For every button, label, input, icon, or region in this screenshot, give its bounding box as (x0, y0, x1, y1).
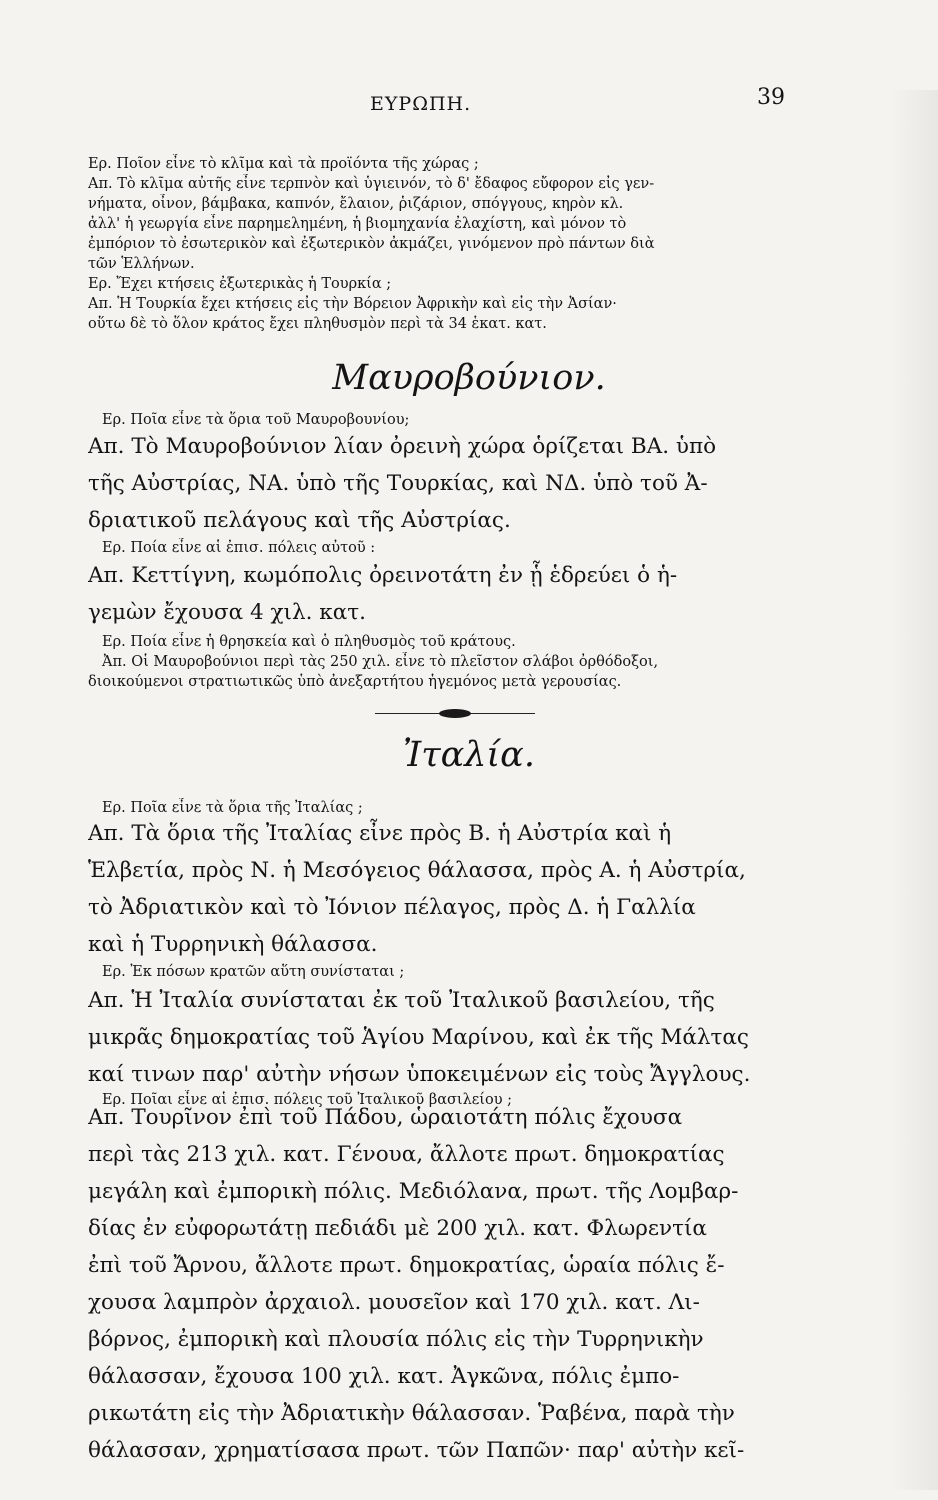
italy-a2 (88, 982, 848, 1093)
answer-line: τῆς Αὐστρίας, ΝΑ. ὑπὸ τῆς Τουρκίας, καὶ ΝΔ. ὑπὸ τοῦ Ἀ- (88, 471, 708, 496)
question-line: Ερ. Ποῖα εἶνε τὰ ὅρια τοῦ Μαυροβουνίου; (102, 412, 410, 428)
answer-line: Απ. Τὸ Μαυροβούνιον λίαν ὀρεινὴ χώρα ὁρίζεται ΒΑ. ὑπὸ (88, 434, 717, 459)
answer-line: περὶ τὰς 213 χιλ. κατ. Γένουα, ἄλλοτε πρωτ. δημοκρατίας (88, 1142, 725, 1167)
question-line: Ερ. Ἔχει κτήσεις ἐξωτερικὰς ἡ Τουρκία ; (88, 276, 392, 292)
page-header (0, 85, 938, 123)
italy-q2 (88, 962, 848, 982)
answer-line: δίας ἐν εὐφορωτάτῃ πεδιάδι μὲ 200 χιλ. κατ. Φλωρεντία (88, 1216, 707, 1241)
answer-line: Απ. Κεττίγνη, κωμόπολις ὀρεινοτάτη ἐν ᾗ ἑδρεύει ὁ ἡ- (88, 563, 678, 588)
answer-line: Ἀπ. Οἱ Μαυροβούνιοι περὶ τὰς 250 χιλ. εἶνε τὸ πλεῖστον σλάβοι ὀρθόδοξοι, (102, 654, 659, 670)
answer-line: ἀλλ' ἡ γεωργία εἶνε παρημελημένη, ἡ βιομηχανία ἐλαχίστη, καὶ μόνον τὸ (88, 216, 627, 232)
montenegro-q2 (88, 538, 848, 558)
answer-line: δριατικοῦ πελάγους καὶ τῆς Αὐστρίας. (88, 508, 511, 533)
running-title: ΕΥΡΩΠΗ. (370, 93, 472, 115)
answer-line: Απ. Ἡ Τουρκία ἔχει κτήσεις εἰς τὴν Βόρειον Ἀφρικὴν καὶ εἰς τὴν Ἀσίαν· (88, 296, 617, 312)
answer-line: γεμὼν ἔχουσα 4 χιλ. κατ. (88, 600, 366, 625)
answer-line: θάλασσαν, χρηματίσασα πρωτ. τῶν Παπῶν· παρ' αὐτὴν κεῖ- (88, 1438, 745, 1463)
section-title-italy: Ἰταλία. (403, 735, 535, 775)
answer-line: χουσα λαμπρὸν ἀρχαιολ. μουσεῖον καὶ 170 χιλ. κατ. Λι- (88, 1290, 700, 1315)
answer-line: οὕτω δὲ τὸ ὅλον κράτος ἔχει πληθυσμὸν περὶ τὰ 34 ἑκατ. κατ. (88, 316, 547, 332)
montenegro-q3 (88, 632, 848, 692)
question-line: Ερ. Ποία εἶνε αἱ ἐπισ. πόλεις αὐτοῦ : (102, 540, 376, 556)
divider-ornament (439, 709, 471, 718)
answer-line: θάλασσαν, ἔχουσα 100 χιλ. κατ. Ἀγκῶνα, πόλις ἐμπο- (88, 1364, 680, 1389)
answer-line: ἐμπόριον τὸ ἐσωτερικὸν καὶ ἐξωτερικὸν ἀκμάζει, γινόμενον πρὸ πάντων διὰ (88, 236, 655, 252)
answer-line: ρικωτάτη εἰς τὴν Ἀδριατικὴν θάλασσαν. Ῥαβένα, παρὰ τὴν (88, 1401, 735, 1426)
answer-line: Ἑλβετία, πρὸς Ν. ἡ Μεσόγειος θάλασσα, πρὸς Α. ἡ Αὐστρία, (88, 858, 746, 883)
answer-line: καί τινων παρ' αὐτὴν νήσων ὑποκειμένων εἰς τοὺς Ἄγγλους. (88, 1062, 751, 1087)
section-title-montenegro: Μαυροβούνιον. (332, 358, 606, 398)
answer-line: Απ. Τὰ ὅρια τῆς Ἰταλίας εἶνε πρὸς Β. ἡ Αὐστρία καὶ ἡ (88, 821, 672, 846)
page-number: 39 (757, 85, 785, 110)
facing-page-bleed (890, 90, 938, 1490)
question-line: Ερ. Ἐκ πόσων κρατῶν αὕτη συνίσταται ; (102, 964, 405, 980)
question-line: Ερ. Ποῖον εἶνε τὸ κλῖμα καὶ τὰ προϊόντα τῆς χώρας ; (88, 156, 479, 172)
answer-line: μικρᾶς δημοκρατίας τοῦ Ἁγίου Μαρίνου, καὶ ἐκ τῆς Μάλτας (88, 1025, 749, 1050)
answer-line: Απ. Ἡ Ἰταλία συνίσταται ἐκ τοῦ Ἰταλικοῦ βασιλείου, τῆς (88, 988, 715, 1013)
montenegro-q1 (88, 410, 848, 430)
montenegro-a1 (88, 428, 848, 539)
answer-line: βόρνος, ἐμπορικὴ καὶ πλουσία πόλις εἰς τὴν Τυρρηνικὴν (88, 1327, 704, 1352)
turkey-section (88, 154, 848, 334)
italy-a3 (88, 1099, 848, 1469)
answer-line: Απ. Τουρῖνον ἐπὶ τοῦ Πάδου, ὡραιοτάτη πόλις ἔχουσα (88, 1105, 683, 1130)
answer-line: μεγάλη καὶ ἐμπορικὴ πόλις. Μεδιόλανα, πρωτ. τῆς Λομβαρ- (88, 1179, 739, 1204)
montenegro-a2 (88, 557, 848, 631)
answer-line: τὸ Ἀδριατικὸν καὶ τὸ Ἰόνιον πέλαγος, πρὸς Δ. ἡ Γαλλία (88, 895, 696, 920)
section-divider (375, 707, 535, 721)
answer-line: διοικούμενοι στρατιωτικῶς ὑπὸ ἀνεξαρτήτου ἡγεμόνος μετὰ γερουσίας. (88, 674, 622, 690)
question-line: Ερ. Ποῖαι εἶνε αἱ ἐπισ. πόλεις τοῦ Ἰταλικοῦ βασιλείου ; (102, 1092, 513, 1108)
answer-line: τῶν Ἑλλήνων. (88, 256, 195, 272)
question-line: Ερ. Ποῖα εἶνε τὰ ὅρια τῆς Ἰταλίας ; (102, 800, 363, 816)
answer-line: ἐπὶ τοῦ Ἄρνου, ἄλλοτε πρωτ. δημοκρατίας, ὡραία πόλις ἔ- (88, 1253, 725, 1278)
answer-line: Απ. Τὸ κλῖμα αὐτῆς εἶνε τερπνὸν καὶ ὑγιεινόν, τὸ δ' ἔδαφος εὔφορον εἰς γεν- (88, 176, 655, 192)
answer-line: καὶ ἡ Τυρρηνικὴ θάλασσα. (88, 932, 378, 957)
italy-a1 (88, 815, 848, 963)
question-line: Ερ. Ποία εἶνε ἡ θρησκεία καὶ ὁ πληθυσμὸς τοῦ κράτους. (102, 634, 516, 650)
answer-line: νήματα, οἶνον, βάμβακα, καπνόν, ἔλαιον, ῥιζάριον, σπόγγους, κηρὸν κλ. (88, 196, 624, 212)
